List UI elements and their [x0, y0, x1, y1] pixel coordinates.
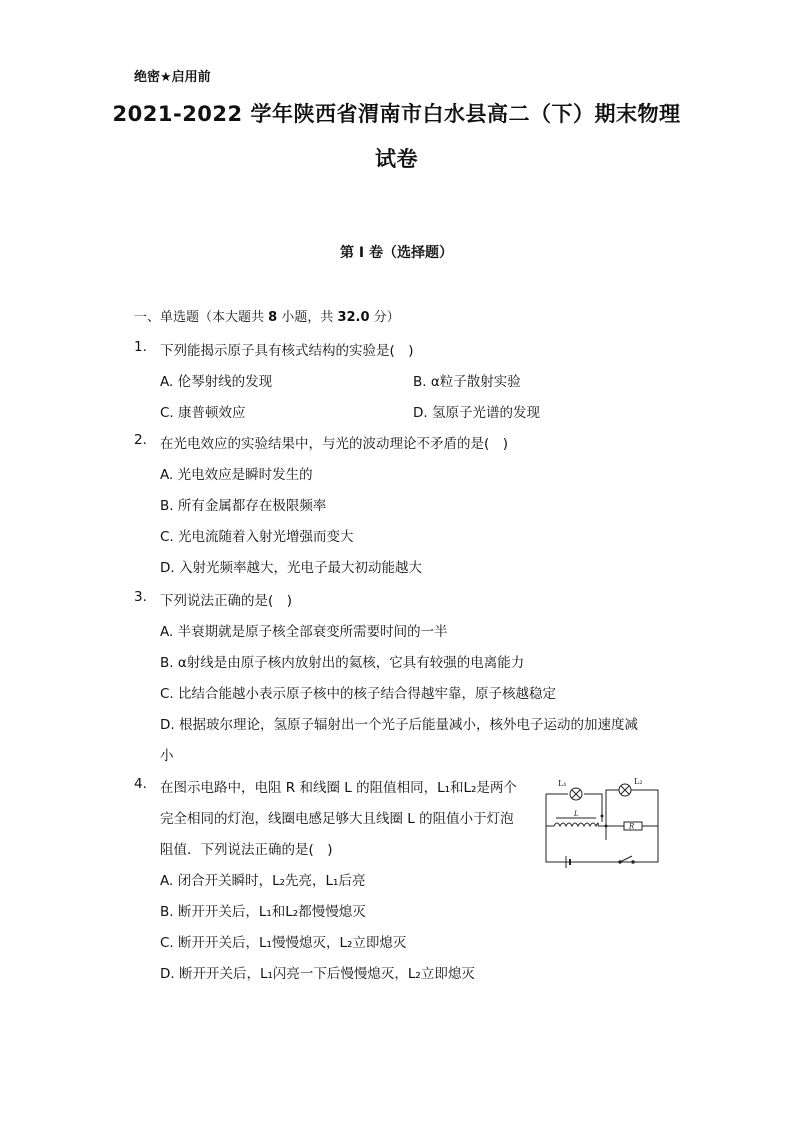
question-number: 1.: [134, 339, 147, 355]
option: A. 半衰期就是原子核全部衰变所需要时间的一半: [160, 624, 448, 640]
inductor-coil-icon: [554, 818, 598, 826]
option: A. 光电效应是瞬时发生的: [160, 467, 313, 483]
option: D. 氢原子光谱的发现: [413, 405, 540, 421]
option: A. 伦琴射线的发现: [160, 374, 273, 390]
question-number: 2.: [134, 432, 147, 448]
option: D. 入射光频率越大，光电子最大初动能越大: [160, 560, 422, 576]
question-number: 3.: [134, 589, 147, 605]
circuit-diagram: [540, 776, 662, 868]
option: B. 所有金属都存在极限频率: [160, 498, 327, 514]
exam-title-line1: 2021-2022 学年陕西省渭南市白水县高二（下）期末物理: [112, 102, 681, 126]
question-text-line1: 在图示电路中，电阻 R 和线圈 L 的阻值相同，L₁和L₂是两个: [160, 780, 517, 796]
question-text-line2: 完全相同的灯泡，线圈电感足够大且线圈 L 的阻值小于灯泡: [160, 811, 514, 827]
option: A. 闭合开关瞬时，L₂先亮，L₁后亮: [160, 873, 366, 889]
option: B. α粒子散射实验: [413, 374, 521, 390]
question-text: 下列能揭示原子具有核式结构的实验是( ): [160, 343, 414, 359]
label-l2: L₂: [634, 777, 643, 786]
question-number: 4.: [134, 776, 147, 792]
label-coil: L: [574, 810, 579, 818]
part-heading: 第 I 卷（选择题）: [340, 245, 453, 261]
section-heading: 一、单选题（本大题共 8 小题，共 32.0 分）: [134, 310, 400, 325]
lamp-l2-icon: [619, 784, 631, 796]
question-text: 在光电效应的实验结果中，与光的波动理论不矛盾的是( ): [160, 436, 509, 452]
question-text-line3: 阻值．下列说法正确的是( ): [160, 842, 333, 858]
label-resistor: R: [629, 822, 635, 831]
switch-icon: [610, 856, 658, 863]
option: B. α射线是由原子核内放射出的氦核，它具有较强的电离能力: [160, 655, 525, 671]
option-continued: 小: [160, 748, 174, 764]
option: C. 比结合能越小表示原子核中的核子结合得越牢靠，原子核越稳定: [160, 686, 557, 702]
lamp-l1-icon: [570, 788, 582, 800]
option: C. 断开开关后，L₁慢慢熄灭，L₂立即熄灭: [160, 935, 407, 951]
question-text: 下列说法正确的是( ): [160, 593, 293, 609]
option: D. 根据玻尔理论，氢原子辐射出一个光子后能量减小，核外电子运动的加速度减: [160, 717, 638, 733]
option: D. 断开开关后，L₁闪亮一下后慢慢熄灭，L₂立即熄灭: [160, 966, 475, 982]
option: C. 康普顿效应: [160, 405, 246, 421]
exam-title-line2: 试卷: [375, 147, 418, 171]
option: B. 断开开关后，L₁和L₂都慢慢熄灭: [160, 904, 366, 920]
option: C. 光电流随着入射光增强而变大: [160, 529, 354, 545]
confidential-mark: 绝密★启用前: [134, 70, 211, 85]
label-l1: L₁: [558, 779, 567, 788]
